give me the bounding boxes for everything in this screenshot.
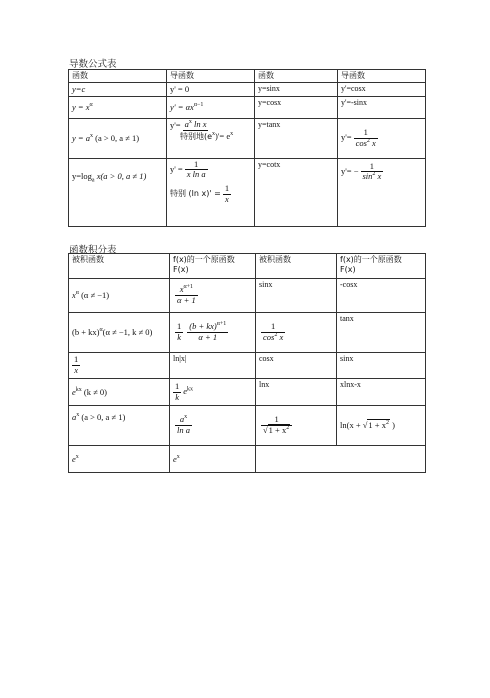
sqrt-content: 1 + x xyxy=(368,420,386,431)
cell xyxy=(170,379,256,406)
header-cell: 导函数 xyxy=(167,70,255,83)
cell xyxy=(69,353,170,379)
cell: sinx xyxy=(256,279,337,313)
formula: a xyxy=(72,412,77,422)
cell xyxy=(69,118,167,158)
condition: x(a > 0, a ≠ 1) xyxy=(94,170,147,181)
exponent: 2 xyxy=(286,425,290,432)
cell xyxy=(69,446,170,473)
exponent: α xyxy=(99,327,103,334)
table-row xyxy=(69,279,426,313)
fraction xyxy=(261,322,285,343)
table2-title: 函数积分表 xyxy=(69,245,117,256)
header-cell: 被积函数 xyxy=(69,254,170,279)
numerator: a xyxy=(184,119,189,130)
exponent: 2 xyxy=(366,137,370,144)
exponent: α xyxy=(75,290,79,297)
exponent: x xyxy=(176,453,180,460)
condition: (a > 0, a ≠ 1) xyxy=(95,132,140,143)
cell-empty xyxy=(256,446,426,473)
formula: e xyxy=(72,453,76,464)
numerator: 1 xyxy=(354,128,378,139)
exponent: kx xyxy=(75,386,82,393)
cell: ln|x| xyxy=(170,353,256,379)
exponent: x xyxy=(184,414,188,421)
sqrt-content: 1 + x xyxy=(268,425,287,435)
exponent: α−1 xyxy=(193,101,204,108)
denominator: x xyxy=(74,365,79,375)
numerator: 1 xyxy=(224,183,230,194)
table-row xyxy=(69,353,426,379)
formula: (b + kx) xyxy=(72,327,100,338)
table-row xyxy=(69,118,426,158)
fraction xyxy=(223,184,231,205)
table-row xyxy=(69,446,426,473)
table-row xyxy=(69,406,426,446)
header-line: f(x)的一个原函数 xyxy=(340,255,402,264)
cell: -cosx xyxy=(337,279,426,313)
cell: y=cotx xyxy=(255,158,338,226)
condition: (α ≠ −1) xyxy=(78,290,110,301)
table-header-row xyxy=(69,70,426,83)
exponent: kx xyxy=(187,386,194,393)
cell: cosx xyxy=(256,353,337,379)
formula: y=log xyxy=(72,170,92,181)
integral-table xyxy=(68,253,426,473)
denominator-rest: x xyxy=(375,171,382,182)
denominator: k xyxy=(177,332,182,342)
numerator: 1 xyxy=(175,380,180,391)
fraction xyxy=(261,415,292,436)
fraction xyxy=(173,382,181,403)
condition: (a > 0, a ≠ 1) xyxy=(79,412,126,422)
table-header-row xyxy=(69,254,426,279)
cell: lnx xyxy=(256,379,337,406)
numerator: a xyxy=(179,414,185,425)
table-row xyxy=(69,96,426,118)
cell xyxy=(256,406,337,446)
cell xyxy=(69,379,170,406)
exponent: α+1 xyxy=(183,284,193,291)
exponent: 2 xyxy=(385,420,389,427)
denominator: sin xyxy=(362,171,373,182)
cell: y=tanx xyxy=(255,118,338,158)
formula: y'= xyxy=(341,132,352,143)
cell: xlnx-x xyxy=(337,379,426,406)
table-row xyxy=(69,313,426,353)
cell xyxy=(256,313,337,353)
denominator: k xyxy=(175,391,180,402)
cell xyxy=(338,118,426,158)
formula: y = x xyxy=(72,101,90,112)
cell xyxy=(170,313,256,353)
numerator: 1 xyxy=(361,162,384,173)
header-cell xyxy=(170,254,256,279)
numerator-rest: ln x xyxy=(191,119,207,130)
numerator: (b + kx) xyxy=(189,321,217,332)
exponent: x xyxy=(76,412,80,419)
header-cell xyxy=(337,254,426,279)
denominator-rest: x xyxy=(277,332,284,342)
table1-title: 导数公式表 xyxy=(69,59,117,70)
cell: y=cosx xyxy=(255,96,338,118)
formula: ln(x + √ xyxy=(340,420,368,431)
formula: y=c xyxy=(72,84,86,94)
exponent: α xyxy=(89,101,93,108)
cell xyxy=(170,406,256,446)
cell xyxy=(69,158,167,226)
denominator: x xyxy=(225,193,229,204)
fraction xyxy=(361,162,384,183)
formula: e xyxy=(72,386,76,397)
exponent: x xyxy=(230,131,234,138)
formula: y = a xyxy=(72,132,91,143)
header-cell: 函数 xyxy=(69,70,167,83)
header-line: F(x) xyxy=(173,265,189,274)
formula-end: ) xyxy=(389,420,395,431)
fraction xyxy=(175,285,198,306)
exponent: x xyxy=(212,131,216,138)
numerator: 1 xyxy=(261,415,292,426)
fraction xyxy=(187,322,228,343)
exponent: 2 xyxy=(372,171,376,178)
denominator: cos xyxy=(263,332,275,342)
subscript: a xyxy=(91,177,95,184)
numerator: 1 xyxy=(185,160,208,171)
cell xyxy=(69,313,170,353)
numerator: x xyxy=(179,284,184,295)
exponent: α+1 xyxy=(216,321,227,328)
cell xyxy=(69,279,170,313)
cell xyxy=(69,83,167,97)
exponent: x xyxy=(75,453,79,460)
table-row xyxy=(69,83,426,97)
special-case-rest: )'= e xyxy=(215,131,231,142)
formula: y' = xyxy=(170,163,183,174)
formula: y'= xyxy=(170,119,181,130)
cell: sinx xyxy=(337,353,426,379)
header-cell: 函数 xyxy=(255,70,338,83)
denominator: x ln a xyxy=(186,169,206,180)
cell: y'=-sinx xyxy=(338,96,426,118)
fraction xyxy=(175,322,183,343)
cell xyxy=(167,96,255,118)
formula: e xyxy=(183,385,188,396)
formula: e xyxy=(173,453,177,464)
exponent: 2 xyxy=(274,332,278,339)
cell: y' = 0 xyxy=(167,83,255,97)
cell xyxy=(69,96,167,118)
cell: y=sinx xyxy=(255,83,338,97)
header-line: f(x)的一个原函数 xyxy=(173,255,235,264)
cell xyxy=(170,446,256,473)
exponent: x xyxy=(188,119,192,126)
formula: x xyxy=(72,290,76,301)
table-row xyxy=(69,379,426,406)
fraction xyxy=(183,120,209,131)
special-case: 特别地(e xyxy=(180,132,213,142)
sqrt-sign: √ xyxy=(263,425,268,435)
fraction xyxy=(354,128,378,149)
cell xyxy=(69,406,170,446)
denominator: α + 1 xyxy=(198,332,218,342)
denominator: cos xyxy=(355,137,367,148)
fraction xyxy=(175,415,192,436)
header-line: F(x) xyxy=(340,265,356,274)
denominator: ln a xyxy=(177,425,190,435)
fraction xyxy=(72,355,80,376)
cell: tanx xyxy=(337,313,426,353)
denominator: α + 1 xyxy=(177,295,196,305)
numerator: 1 xyxy=(74,354,79,365)
numerator: 1 xyxy=(261,322,285,333)
formula: y'= − xyxy=(341,165,359,176)
condition: (k ≠ 0) xyxy=(81,386,107,397)
fraction xyxy=(185,160,208,181)
numerator: 1 xyxy=(177,321,182,332)
header-cell: 被积函数 xyxy=(256,254,337,279)
special-case: 特别 (ln x)' = xyxy=(170,189,221,199)
header-cell: 导函数 xyxy=(338,70,426,83)
condition: (α ≠ −1, k ≠ 0) xyxy=(102,327,153,338)
cell xyxy=(167,158,255,226)
formula: y' = αx xyxy=(170,101,194,112)
table-row xyxy=(69,158,426,226)
cell xyxy=(338,158,426,226)
denominator-rest: x xyxy=(369,137,376,148)
exponent: x xyxy=(90,132,94,139)
cell: y'=cosx xyxy=(338,83,426,97)
derivative-table xyxy=(68,69,426,227)
cell xyxy=(167,118,255,158)
cell xyxy=(170,279,256,313)
cell xyxy=(337,406,426,446)
